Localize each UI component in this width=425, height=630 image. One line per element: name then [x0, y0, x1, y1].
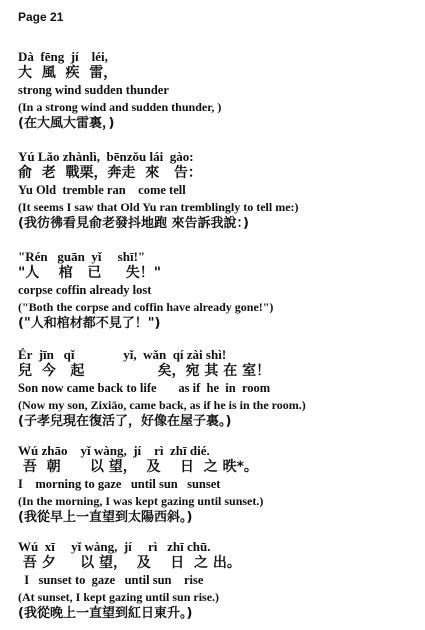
stanza-4-pinyin: Ér jīn qǐ yǐ, wǎn qí zài shì! — [18, 347, 227, 362]
stanza-3-chinese-translation: ("人和棺材都不見了！") — [18, 316, 161, 331]
stanza-2-hanzi: 俞 老 戰栗，奔走 來 告： — [18, 165, 202, 181]
stanza-3-pinyin: "Rén guān yǐ shī!" — [18, 249, 146, 264]
stanza-1-pinyin: Dà fēng jí léi, — [18, 49, 108, 64]
stanza-5-chinese-translation: (我從早上一直望到太陽西斜。) — [18, 510, 193, 525]
stanza-5-pinyin: Wú zhāo yǐ wàng, jí rì zhī dié. — [18, 443, 210, 458]
stanza-6-pinyin: Wú xī yǐ wàng, jí rì zhī chū. — [18, 539, 211, 554]
stanza-1-translation: (In a strong wind and sudden thunder, ) — [18, 100, 222, 114]
stanza-5-translation: (In the morning, I was kept gazing until sunset.) — [18, 494, 264, 508]
stanza-2-chinese-translation: (我彷彿看見俞老發抖地跑 來告訴我說：) — [18, 216, 249, 231]
stanza-6-hanzi: 吾 夕 以 望， 及 日 之 出。 — [18, 555, 241, 571]
stanza-3-translation: ("Both the corpse and coffin have already gone!") — [18, 300, 274, 314]
stanza-5-gloss: I morning to gaze until sun sunset — [18, 477, 221, 491]
stanza-6-chinese-translation: (我從晚上一直望到紅日東升。) — [18, 606, 193, 621]
stanza-3-hanzi: "人 棺 已 失！" — [18, 265, 162, 281]
stanza-4-gloss: Son now came back to life as if he in room — [18, 381, 271, 395]
stanza-5-hanzi: 吾 朝 以 望， 及 日 之 昳*。 — [18, 459, 258, 475]
stanza-4-chinese-translation: (子孝兒現在復活了，好像在屋子裏。) — [18, 414, 232, 429]
stanza-1-chinese-translation: (在大風大雷裏，) — [18, 116, 115, 131]
stanza-2-pinyin: Yú Lǎo zhànlì, bēnzǒu lái gào: — [18, 149, 194, 164]
stanza-1-hanzi: 大 風 疾 雷， — [18, 65, 118, 81]
stanza-2-translation: (It seems I saw that Old Yu ran tremblingly to tell me:) — [18, 200, 299, 214]
stanza-4-translation: (Now my son, Zixiāo, came back, as if he is in the room.) — [18, 398, 306, 412]
stanza-2-gloss: Yu Old tremble ran come tell — [18, 183, 186, 197]
stanza-4-hanzi: 兒 今 起 矣，宛 其 在 室！ — [18, 363, 271, 379]
stanza-6-gloss: I sunset to gaze until sun rise — [18, 573, 204, 587]
page-number: Page 21 — [18, 10, 64, 24]
stanza-6-translation: (At sunset, I kept gazing until sun rise.) — [18, 590, 220, 604]
stanza-1-gloss: strong wind sudden thunder — [18, 83, 169, 97]
stanza-3-gloss: corpse coffin already lost — [18, 283, 152, 297]
